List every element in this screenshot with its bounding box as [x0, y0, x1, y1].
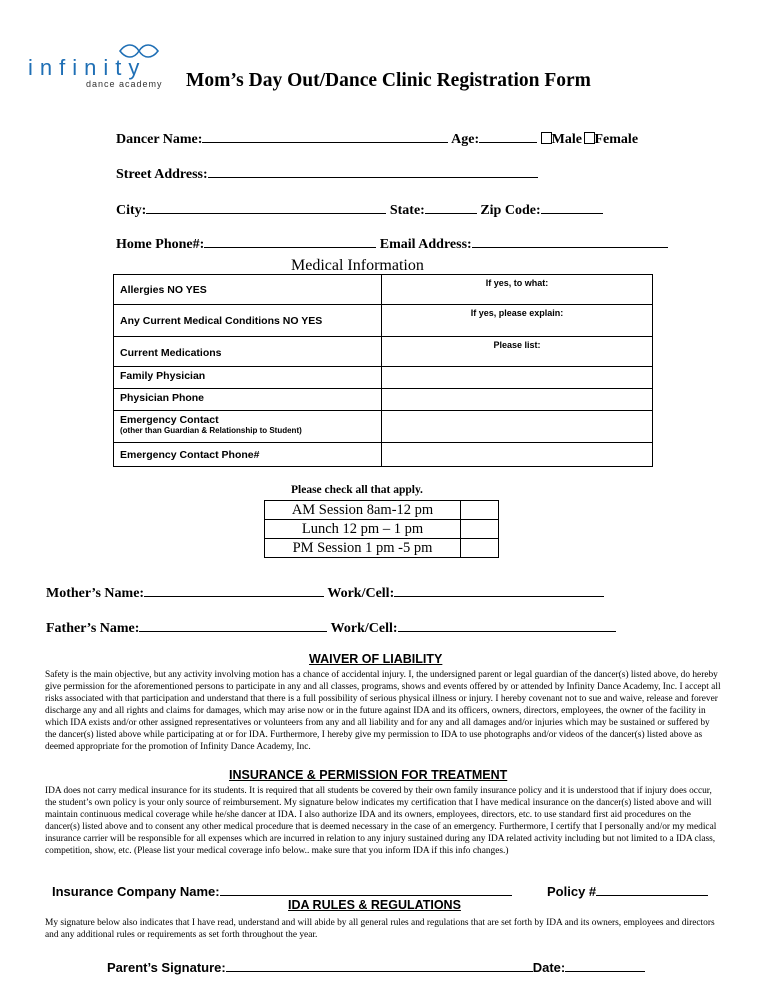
insurance-company-row — [52, 882, 512, 899]
male-checkbox[interactable] — [541, 132, 552, 144]
mother-row — [46, 583, 604, 602]
city-field[interactable] — [146, 200, 386, 214]
medical-row — [114, 367, 653, 389]
medical-row — [114, 389, 653, 411]
logo — [28, 44, 178, 94]
mother-name-field[interactable] — [144, 583, 324, 597]
logo-word: infinity — [28, 55, 147, 80]
rules-text: My signature below also indicates that I have read, understand and will abide by all general rules and regulations that are set forth by IDA and its owners, employees and directors and any additional rules or requirements as set forth throughout the year. — [45, 918, 715, 940]
medical-row-answer[interactable] — [382, 411, 653, 443]
waiver-heading: WAIVER OF LIABILITY — [309, 652, 443, 666]
session-row — [265, 520, 499, 539]
session-checkbox[interactable] — [461, 539, 499, 558]
page-title: Mom’s Day Out/Dance Clinic Registration Form — [186, 70, 591, 91]
medical-row-label-cell — [114, 411, 382, 443]
age-label: Age: — [451, 132, 480, 147]
father-name-field[interactable] — [139, 618, 327, 632]
medical-row-label: Any Current Medical Conditions NO YES — [114, 305, 382, 337]
session-label: PM Session 1 pm -5 pm — [265, 539, 461, 558]
age-field[interactable] — [479, 129, 537, 143]
phone-row — [116, 234, 668, 253]
rules-heading: IDA RULES & REGULATIONS — [288, 898, 461, 912]
city-label: City: — [116, 203, 147, 218]
dancer-name-label: Dancer Name: — [116, 132, 203, 147]
street-row — [116, 164, 538, 183]
logo-subtitle: dance academy — [86, 79, 163, 89]
mother-work-field[interactable] — [394, 583, 604, 597]
medical-row-sublabel: (other than Guardian & Relationship to Student) — [120, 426, 302, 435]
session-row — [265, 539, 499, 558]
father-row — [46, 618, 616, 637]
date-field[interactable] — [565, 958, 645, 972]
medical-row-answer[interactable] — [382, 389, 653, 411]
home-phone-label: Home Phone#: — [116, 237, 205, 252]
medical-row-label: Emergency Contact Phone# — [114, 443, 382, 467]
policy-row — [547, 882, 708, 899]
session-label: Lunch 12 pm – 1 pm — [265, 520, 461, 539]
session-label: AM Session 8am-12 pm — [265, 501, 461, 520]
female-label: Female — [594, 132, 639, 147]
medical-row — [114, 411, 653, 443]
medical-row-answer[interactable] — [382, 443, 653, 467]
insurance-text: IDA does not carry medical insurance for its students. It is required that all students be covered by their own family insurance policy and it is understood that if injury does occur, the student’s own policy is your only source of reimbursement. My signature below indicates my certification that I have medical insurance on the dancer(s) listed above and will maintain continuous medical coverage while he/she dancer at IDA. I also authorize IDA and its owners, employees, directors, etc. to use standard first aid procedures on the dancer(s) listed above and to consent any other medical procedure that is deemed necessary in the case of an emergency. Furthermore, I certify that I personally and/or my medical insurance carrier will be responsible for all expenses which are incurred in relation to any injury sustained during any IDA related activity including but not limited to a IDA class, competition, show, etc. (Please list your medical coverage info below.. make sure that you inform IDA if this info changes.) — [45, 786, 717, 856]
session-checkbox[interactable] — [461, 520, 499, 539]
father-work-field[interactable] — [398, 618, 616, 632]
policy-label: Policy # — [547, 884, 597, 899]
waiver-text: Safety is the main objective, but any activity involving motion has a chance of accidental injury. I, the undersigned parent or legal guardian of the dancer(s) listed above, do hereby give permission for the aforementioned persons to participate in any and all classes, programs, shows and events offered by or attended by Infinity Dance Academy, Inc. I accept all risks associated with that participation and understand that there is a full possibility of serious physical illness or injury. I hereby covenant not to sue and waive, release and forever discharge any and all rights and claims for damages, which may arise now or in the future against IDA and its officers, owners, directors, employees, the owner of the facility in which IDA exists and/or other assigned representatives or volunteers from any and all liability and for any and all damages and/or injuries which may be sustained or suffered by the dancer(s) listed above while participating at or for IDA. Furthermore, I hereby give my permission to IDA to use photographs and/or videos of the dancer(s) listed above as deemed appropriate for the promotion of Infinity Dance Academy, Inc. — [45, 670, 721, 752]
insurance-company-field[interactable] — [220, 882, 512, 896]
city-row — [116, 200, 603, 219]
medical-row-answer[interactable]: Please list: — [382, 337, 653, 367]
medical-row-label: Emergency Contact — [120, 414, 219, 426]
zip-field[interactable] — [541, 200, 603, 214]
policy-field[interactable] — [596, 882, 708, 896]
medical-table — [113, 274, 653, 467]
medical-row-answer[interactable]: If yes, to what: — [382, 275, 653, 305]
female-checkbox[interactable] — [584, 132, 595, 144]
medical-heading: Medical Information — [291, 257, 424, 274]
medical-row — [114, 443, 653, 467]
dancer-name-field[interactable] — [202, 129, 448, 143]
session-checkbox[interactable] — [461, 501, 499, 520]
mother-name-label: Mother’s Name: — [46, 586, 145, 601]
signature-label: Parent’s Signature: — [107, 960, 226, 975]
medical-row-label: Current Medications — [114, 337, 382, 367]
father-name-label: Father’s Name: — [46, 621, 140, 636]
male-label: Male — [551, 132, 582, 147]
state-field[interactable] — [425, 200, 477, 214]
medical-row — [114, 337, 653, 367]
signature-field[interactable] — [226, 958, 533, 972]
insurance-company-label: Insurance Company Name: — [52, 884, 220, 899]
date-label: Date: — [532, 960, 566, 975]
sessions-table — [264, 500, 499, 558]
email-label: Email Address: — [379, 237, 472, 252]
signature-row — [107, 958, 645, 975]
medical-row — [114, 275, 653, 305]
email-field[interactable] — [472, 234, 668, 248]
home-phone-field[interactable] — [204, 234, 376, 248]
dancer-name-row — [116, 129, 638, 148]
street-field[interactable] — [208, 164, 538, 178]
mother-work-label: Work/Cell: — [327, 586, 395, 601]
state-label: State: — [389, 203, 425, 218]
medical-row-label: Physician Phone — [114, 389, 382, 411]
sessions-heading: Please check all that apply. — [291, 484, 423, 496]
medical-row-answer[interactable] — [382, 367, 653, 389]
street-label: Street Address: — [116, 167, 208, 182]
session-row — [265, 501, 499, 520]
medical-row-answer[interactable]: If yes, please explain: — [382, 305, 653, 337]
medical-row-label: Allergies NO YES — [114, 275, 382, 305]
medical-row-label: Family Physician — [114, 367, 382, 389]
medical-row — [114, 305, 653, 337]
insurance-heading: INSURANCE & PERMISSION FOR TREATMENT — [229, 768, 508, 782]
father-work-label: Work/Cell: — [330, 621, 398, 636]
zip-label: Zip Code: — [480, 203, 541, 218]
